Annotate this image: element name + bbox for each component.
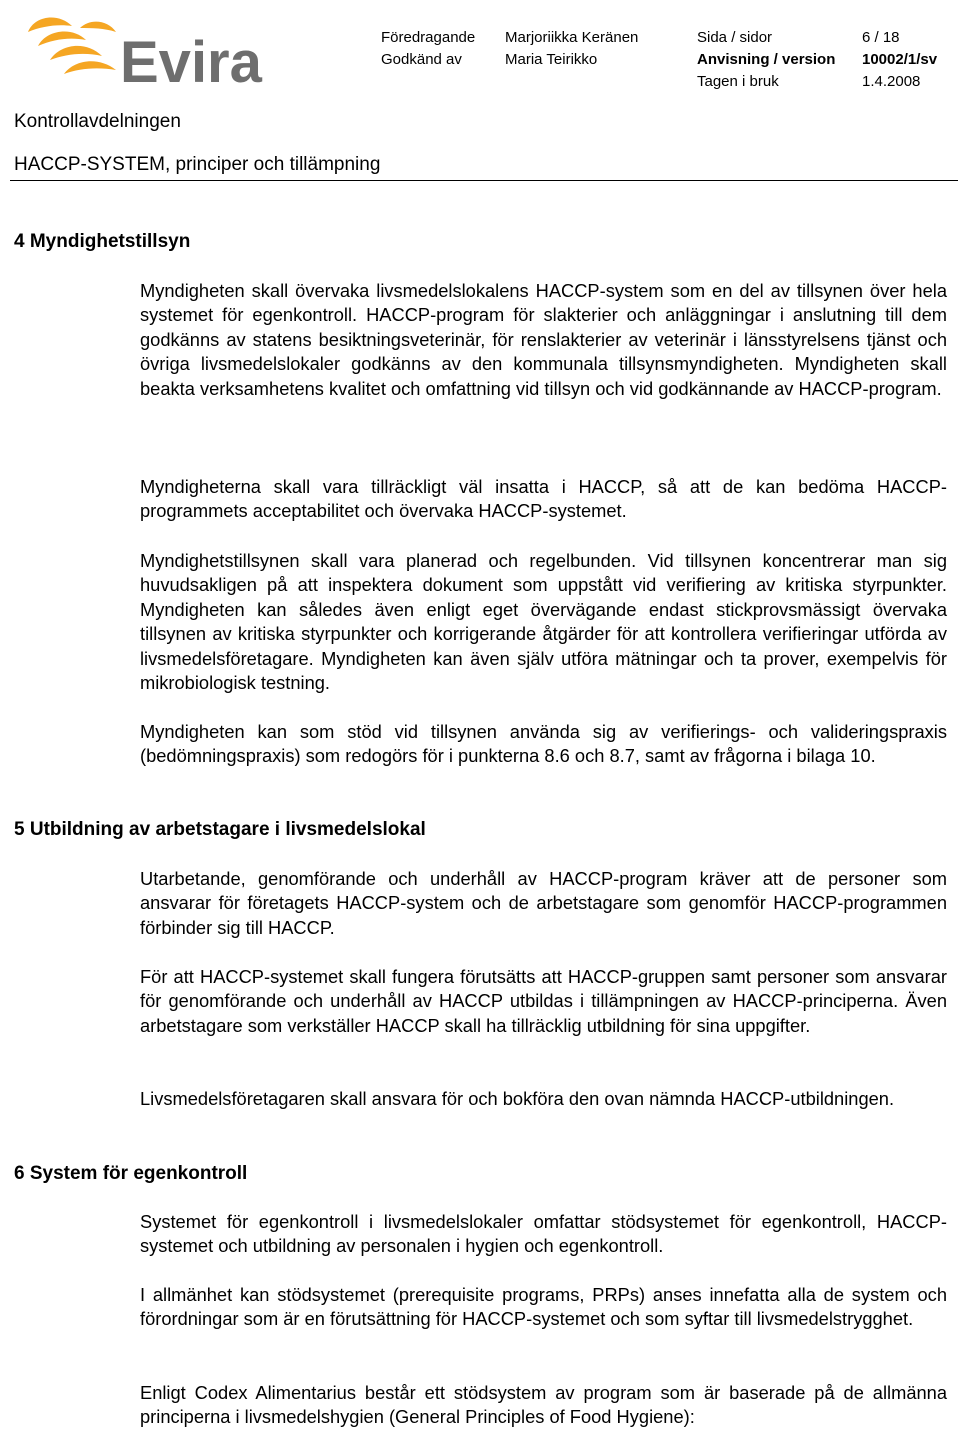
section-6-paragraph-3: Enligt Codex Alimentarius består ett stödsystem av program som är baserade på de allmänna principerna i livsmedelshygien (General Principles of Food Hygiene): bbox=[140, 1382, 947, 1428]
foredragande-label: Föredragande bbox=[381, 29, 476, 46]
document-title: HACCP-SYSTEM, principer och tillämpning bbox=[14, 154, 381, 175]
section-4-paragraph-2: Myndigheterna skall vara tillräckligt väl insatta i HACCP, så att de kan bedöma HACCP-programmets acceptabilitet och övervaka HACCP-systemet. bbox=[140, 476, 947, 522]
section-4-paragraph-3: Myndighetstillsynen skall vara planerad och regelbunden. Vid tillsynen koncentrerar man sig huvudsakligen på att inspektera dokument som uppstått vid verifiering av kritiska styrpunkter. Myndigheten kan således även enligt eget övervägande endast stickprovsmässigt övervaka tillsynen av kritiska styrpunkter och korrigerande åtgärder för att kontrollera verifieringar utförda av livsmedelsföretagare. Myndigheten kan även själv utföra mätningar och ta prover, exempelvis för mikrobiologisk testning. bbox=[140, 550, 947, 694]
brand-name: Evira bbox=[120, 30, 262, 90]
section-5-heading: 5 Utbildning av arbetstagare i livsmedelslokal bbox=[14, 819, 426, 840]
godkand-label: Godkänd av bbox=[381, 51, 462, 68]
section-5-paragraph-2: För att HACCP-systemet skall fungera förutsätts att HACCP-gruppen samt personer som ansvarar för genomförande och underhåll av HACCP utbildas i tillämpningen av HACCP-principerna. Även arbetstagare som verkställer HACCP skall ha tillräcklig utbildning för sina uppgifter. bbox=[140, 966, 947, 1036]
wheat-icon bbox=[28, 17, 116, 74]
section-4-paragraph-1: Myndigheten skall övervaka livsmedelslokalens HACCP-system som en del av tillsynen över hela systemet för egenkontroll. HACCP-program för slakterier och anläggningar i anslutning till dem godkänns av statens besiktningsveterinär, för renslakterier av veterinär i länsstyrelsens tjänst och övriga livsmedelslokaler godkänns av den kommunala tillsynsmyndigheten. Myndigheten skall beakta verksamhetens kvalitet och omfattning vid tillsyn och vid godkännande av HACCP-program. bbox=[140, 280, 947, 399]
sida-label: Sida / sidor bbox=[697, 29, 773, 46]
evira-logo bbox=[20, 10, 275, 90]
tagen-value: 1.4.2008 bbox=[862, 73, 921, 90]
header-divider bbox=[10, 180, 958, 181]
sida-value: 6 / 18 bbox=[862, 29, 900, 46]
section-6-paragraph-1: Systemet för egenkontroll i livsmedelslokaler omfattar stödsystemet för egenkontroll, HACCP-systemet och utbildning av personalen i hygien och egenkontroll. bbox=[140, 1211, 947, 1257]
section-5-paragraph-3: Livsmedelsföretagaren skall ansvara för och bokföra den ovan nämnda HACCP-utbildningen. bbox=[140, 1088, 895, 1109]
department: Kontrollavdelningen bbox=[14, 111, 181, 132]
section-4-heading: 4 Myndighetstillsyn bbox=[14, 231, 191, 252]
section-4-paragraph-4: Myndigheten kan som stöd vid tillsynen använda sig av verifierings- och valideringspraxis (bedömningspraxis) som redogörs för i punkterna 8.6 och 8.7, samt av frågorna i bilaga 10. bbox=[140, 721, 947, 767]
section-6-heading: 6 System för egenkontroll bbox=[14, 1163, 248, 1184]
section-5-paragraph-1: Utarbetande, genomförande och underhåll av HACCP-program kräver att de personer som ansvarar för företagets HACCP-system och de arbetstagare som genomför HACCP-programmen förbinder sig till HACCP. bbox=[140, 868, 947, 938]
tagen-label: Tagen i bruk bbox=[697, 73, 779, 90]
anvisning-label: Anvisning / version bbox=[697, 51, 836, 68]
anvisning-value: 10002/1/sv bbox=[862, 51, 938, 68]
section-6-paragraph-2: I allmänhet kan stödsystemet (prerequisite programs, PRPs) anses innefatta alla de system och förordningar som är en förutsättning för HACCP-systemet och som syftar till livsmedelstrygghet. bbox=[140, 1284, 947, 1330]
foredragande-value: Marjoriikka Keränen bbox=[505, 29, 639, 46]
godkand-value: Maria Teirikko bbox=[505, 51, 598, 68]
